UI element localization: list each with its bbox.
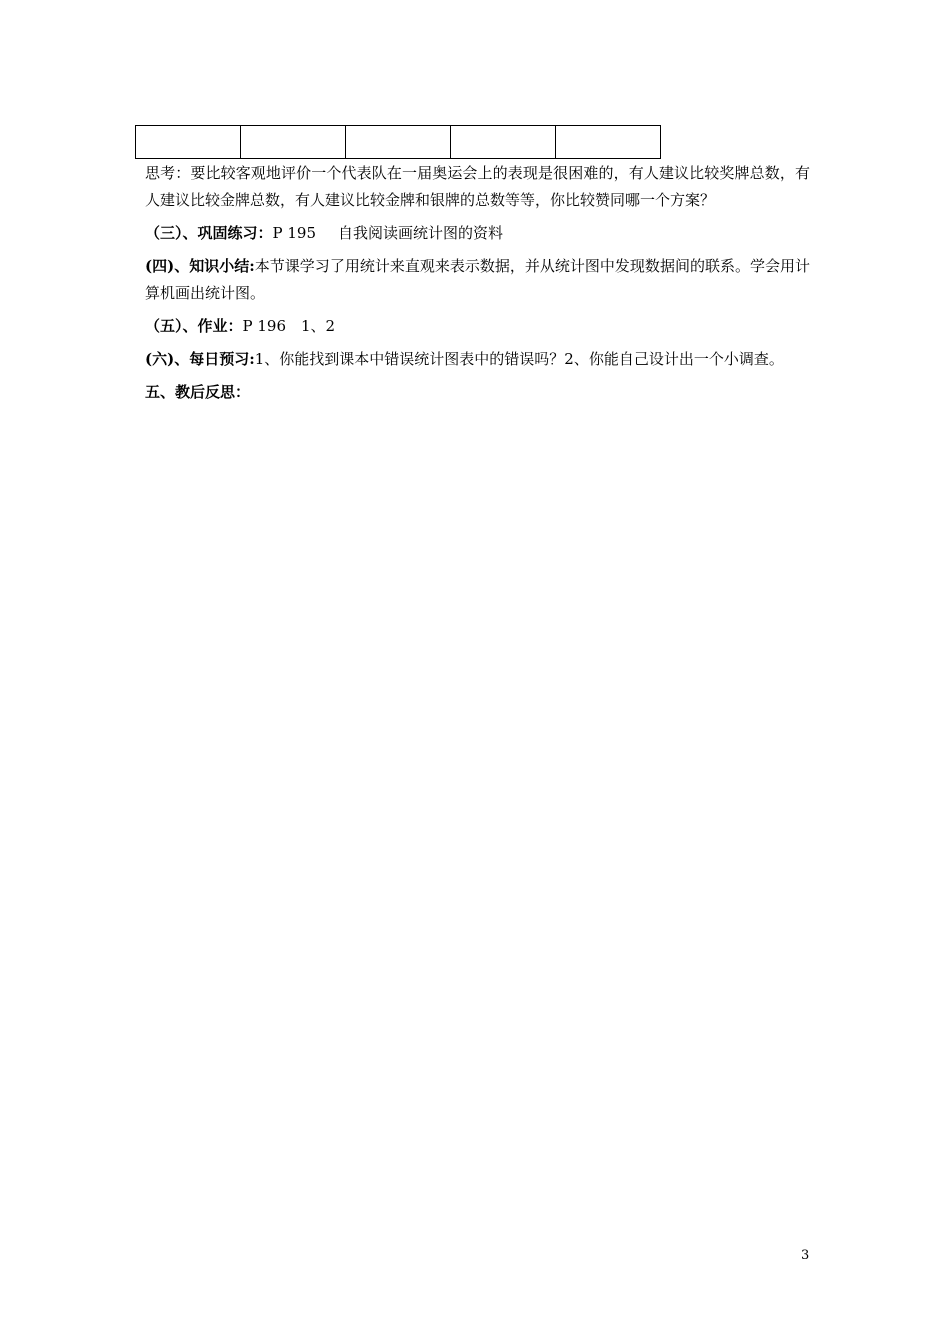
- practice-ref: P 195: [272, 224, 317, 242]
- preview-paragraph: [145, 346, 810, 373]
- table-cell: [451, 126, 556, 159]
- table-cell: [556, 126, 661, 159]
- lesson-content: [145, 160, 810, 412]
- homework-label: （五）、作业：: [145, 317, 243, 335]
- practice-paragraph: [145, 220, 810, 247]
- homework-paragraph: [145, 313, 810, 340]
- table-row: [136, 126, 661, 159]
- table-cell: [136, 126, 241, 159]
- page-number: 3: [801, 1248, 810, 1263]
- empty-table: [135, 125, 661, 159]
- summary-text: 本节课学习了用统计来直观来表示数据，并从统计图中发现数据间的联系。学会用计算机画出统计图。: [145, 257, 810, 302]
- table-cell: [346, 126, 451, 159]
- homework-text: P 196 1、2: [242, 317, 336, 335]
- practice-label: （三）、巩固练习：: [145, 224, 273, 242]
- think-paragraph: 思考：要比较客观地评价一个代表队在一届奥运会上的表现是很困难的，有人建议比较奖牌总数，有人建议比较金牌总数，有人建议比较金牌和银牌的总数等等，你比较赞同哪一个方案？: [145, 164, 810, 209]
- summary-label: (四)、知识小结:: [145, 257, 255, 275]
- preview-text: 1、你能找到课本中错误统计图表中的错误吗？2、你能自己设计出一个小调查。: [254, 350, 784, 368]
- reflection-heading: 五、教后反思：: [145, 383, 251, 401]
- summary-paragraph: [145, 253, 810, 307]
- practice-text: 自我阅读画统计图的资料: [338, 224, 504, 242]
- table-cell: [241, 126, 346, 159]
- preview-label: (六)、每日预习:: [145, 350, 255, 368]
